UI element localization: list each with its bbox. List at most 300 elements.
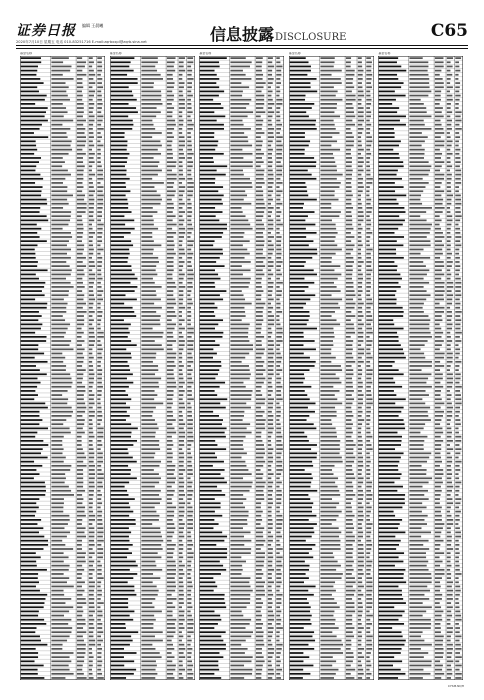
table-cell — [77, 315, 84, 317]
table-cell — [268, 635, 272, 637]
table-cell — [231, 348, 254, 350]
table-cell — [178, 577, 182, 579]
table-cell — [320, 57, 334, 59]
table-cell — [320, 170, 337, 172]
table-cell — [379, 219, 405, 221]
table-cell — [200, 99, 213, 101]
table-cell — [379, 182, 395, 184]
table-cell — [358, 394, 364, 396]
table-cell — [256, 598, 261, 600]
table-cell — [447, 403, 452, 405]
table-cell — [456, 432, 460, 434]
table-cell — [89, 432, 93, 434]
table-cell — [231, 452, 247, 454]
table-cell — [21, 594, 47, 596]
table-cell — [77, 61, 86, 63]
table-cell — [256, 652, 262, 654]
table-cell — [379, 253, 396, 255]
table-cell — [346, 95, 356, 97]
table-cell — [77, 606, 83, 608]
table-cell — [178, 590, 183, 592]
table-cell — [77, 299, 84, 301]
table-cell — [187, 673, 193, 675]
table-cell — [346, 70, 355, 72]
table-cell — [366, 290, 370, 292]
table-cell — [141, 332, 163, 334]
table-cell — [256, 174, 264, 176]
table-cell — [89, 660, 93, 662]
table-cell — [379, 282, 399, 284]
table-cell — [21, 473, 40, 475]
table-cell — [320, 511, 341, 513]
table-cell — [200, 353, 217, 355]
table-cell — [231, 515, 249, 517]
table-cell — [379, 157, 400, 159]
table-cell — [178, 507, 184, 509]
table-cell — [268, 128, 274, 130]
table-cell — [178, 70, 184, 72]
table-cell — [379, 469, 398, 471]
table-cell — [290, 132, 305, 134]
table-cell — [456, 311, 462, 313]
table-cell — [366, 128, 370, 130]
table-cell — [200, 640, 224, 642]
table-cell — [290, 140, 310, 142]
table-cell — [89, 224, 92, 226]
table-cell — [366, 623, 372, 625]
table-cell — [231, 548, 252, 550]
table-cell — [456, 186, 460, 188]
table-cell — [166, 115, 171, 117]
table-cell — [77, 353, 83, 355]
table-cell — [456, 140, 460, 142]
table-cell — [276, 507, 280, 509]
table-cell — [447, 498, 453, 500]
table-cell — [89, 378, 94, 380]
table-cell — [290, 240, 314, 242]
table-cell — [379, 440, 402, 442]
table-cell — [178, 461, 183, 463]
table-cell — [89, 165, 92, 167]
table-cell — [21, 199, 47, 201]
table-cell — [141, 432, 155, 434]
table-cell — [320, 332, 334, 334]
table-cell — [435, 140, 445, 142]
table-cell — [410, 461, 428, 463]
table-cell — [187, 203, 191, 205]
table-cell — [256, 477, 263, 479]
table-cell — [410, 86, 430, 88]
table-cell — [435, 132, 444, 134]
table-cell — [410, 673, 431, 675]
table-cell — [256, 74, 263, 76]
table-cell — [256, 207, 266, 209]
table-cell — [410, 249, 424, 251]
table-cell — [320, 236, 335, 238]
table-cell — [141, 656, 161, 658]
table-cell — [231, 561, 247, 563]
table-cell — [290, 469, 305, 471]
table-cell — [276, 606, 280, 608]
table-cell — [21, 249, 35, 251]
table-cell — [379, 165, 404, 167]
table-cell — [447, 353, 453, 355]
table-cell — [166, 257, 173, 259]
table-cell — [51, 615, 64, 617]
table-cell — [456, 286, 462, 288]
table-cell — [21, 140, 36, 142]
table-cell — [290, 128, 317, 130]
table-cell — [89, 128, 93, 130]
table-cell — [410, 403, 426, 405]
table-cell — [276, 573, 281, 575]
table-cell — [268, 598, 272, 600]
table-cell — [346, 635, 354, 637]
table-cell — [379, 548, 396, 550]
table-cell — [268, 611, 273, 613]
table-cell — [110, 307, 132, 309]
table-cell — [447, 99, 453, 101]
table-cell — [379, 178, 402, 180]
table-cell — [410, 677, 423, 679]
table-cell — [366, 615, 373, 617]
table-cell — [231, 677, 245, 679]
table-cell — [51, 527, 64, 529]
table-cell — [97, 311, 102, 313]
table-cell — [166, 644, 172, 646]
table-cell — [290, 186, 307, 188]
table-cell — [256, 170, 265, 172]
table-cell — [320, 353, 331, 355]
table-cell — [290, 369, 310, 371]
table-cell — [187, 581, 192, 583]
table-cell — [456, 86, 460, 88]
table-cell — [346, 415, 353, 417]
table-cell — [187, 373, 191, 375]
table-cell — [447, 507, 451, 509]
table-cell — [89, 627, 95, 629]
table-cell — [51, 386, 71, 388]
table-cell — [366, 365, 370, 367]
table-cell — [410, 294, 431, 296]
table-cell — [346, 228, 354, 230]
table-cell — [435, 274, 444, 276]
table-cell — [166, 469, 174, 471]
table-cell — [379, 261, 395, 263]
table-cell — [141, 107, 156, 109]
table-cell — [410, 165, 432, 167]
table-cell — [256, 253, 263, 255]
table-cell — [166, 253, 175, 255]
table-cell — [110, 299, 136, 301]
table-cell — [435, 120, 441, 122]
table-cell — [435, 577, 442, 579]
table-cell — [200, 357, 213, 359]
table-cell — [290, 278, 305, 280]
table-cell — [290, 573, 306, 575]
table-cell — [268, 444, 272, 446]
table-cell — [447, 502, 453, 504]
table-cell — [456, 382, 460, 384]
table-cell — [110, 115, 127, 117]
table-cell — [410, 115, 432, 117]
table-cell — [21, 598, 46, 600]
table-cell — [456, 556, 460, 558]
table-cell — [366, 332, 373, 334]
table-cell — [320, 469, 332, 471]
table-cell — [410, 586, 428, 588]
editor-credit: 编辑 王晨曦 — [82, 23, 104, 28]
table-cell — [320, 373, 335, 375]
table-cell — [290, 448, 311, 450]
table-cell — [290, 236, 306, 238]
table-cell — [320, 357, 335, 359]
table-cell — [21, 581, 39, 583]
table-cell — [77, 519, 82, 521]
table-cell — [379, 382, 395, 384]
table-cell — [110, 444, 133, 446]
table-cell — [346, 581, 356, 583]
table-cell — [231, 95, 243, 97]
table-cell — [447, 111, 452, 113]
table-cell — [290, 57, 306, 59]
table-cell — [178, 561, 181, 563]
section-title — [210, 22, 346, 45]
table-cell — [320, 552, 332, 554]
table-cell — [256, 602, 263, 604]
table-cell — [379, 224, 403, 226]
table-cell — [435, 465, 440, 467]
table-cell — [366, 132, 370, 134]
table-cell — [51, 473, 65, 475]
table-cell — [256, 660, 265, 662]
table-cell — [166, 286, 175, 288]
table-cell — [200, 70, 215, 72]
table-cell — [320, 265, 340, 267]
table-cell — [256, 274, 265, 276]
table-cell — [366, 215, 369, 217]
table-cell — [456, 294, 462, 296]
table-cell — [410, 515, 428, 517]
table-cell — [366, 577, 372, 579]
table-cell — [200, 170, 217, 172]
table-cell — [435, 631, 441, 633]
table-cell — [231, 635, 252, 637]
table-cell — [456, 486, 460, 488]
table-cell — [358, 556, 364, 558]
table-cell — [256, 86, 264, 88]
table-cell — [268, 669, 274, 671]
table-cell — [178, 174, 182, 176]
table-cell — [366, 219, 371, 221]
table-cell — [268, 507, 272, 509]
table-cell — [200, 57, 227, 59]
table-cell — [320, 440, 340, 442]
table-cell — [166, 340, 175, 342]
table-cell — [77, 278, 82, 280]
table-cell — [187, 157, 192, 159]
table-cell — [410, 552, 427, 554]
table-cell — [379, 249, 396, 251]
table-cell — [21, 82, 44, 84]
table-cell — [290, 677, 303, 679]
newspaper-logo: 证券日报 — [16, 23, 76, 39]
table-cell — [97, 473, 103, 475]
table-cell — [200, 82, 217, 84]
table-cell — [178, 99, 184, 101]
table-cell — [447, 611, 451, 613]
table-cell — [141, 340, 154, 342]
table-cell — [200, 161, 214, 163]
table-cell — [178, 257, 181, 259]
table-cell — [410, 594, 425, 596]
table-cell — [456, 361, 462, 363]
table-cell — [166, 269, 173, 271]
table-cell — [97, 361, 101, 363]
table-cell — [346, 128, 351, 130]
table-cell — [200, 452, 215, 454]
table-cell — [166, 527, 175, 529]
table-cell — [379, 390, 394, 392]
table-cell — [141, 390, 154, 392]
table-cell — [166, 290, 172, 292]
table-cell — [276, 677, 281, 679]
table-cell — [187, 236, 190, 238]
table-cell — [346, 78, 353, 80]
table-cell — [141, 502, 160, 504]
table-cell — [21, 303, 47, 305]
table-cell — [77, 477, 83, 479]
table-cell — [320, 590, 336, 592]
table-cell — [456, 523, 459, 525]
table-cell — [89, 598, 94, 600]
table-cell — [77, 228, 84, 230]
table-cell — [21, 307, 47, 309]
table-cell — [21, 165, 36, 167]
table-cell — [21, 103, 35, 105]
table-cell — [435, 531, 441, 533]
table-cell — [456, 236, 462, 238]
table-cell — [358, 328, 362, 330]
table-cell — [166, 423, 171, 425]
table-cell — [410, 390, 426, 392]
table-cell — [231, 394, 252, 396]
table-cell — [21, 286, 44, 288]
table-cell — [268, 319, 275, 321]
table-cell — [256, 452, 265, 454]
table-cell — [268, 644, 273, 646]
table-cell — [231, 344, 254, 346]
table-cell — [435, 544, 440, 546]
table-cell — [187, 136, 191, 138]
table-cell — [447, 311, 452, 313]
table-cell — [435, 70, 442, 72]
table-cell — [456, 257, 461, 259]
table-cell — [141, 519, 159, 521]
table-cell — [178, 452, 183, 454]
table-cell — [51, 577, 69, 579]
table-cell — [110, 120, 132, 122]
table-cell — [366, 403, 372, 405]
table-cell — [97, 319, 101, 321]
table-cell — [268, 586, 272, 588]
table-cell — [276, 482, 282, 484]
table-cell — [200, 482, 227, 484]
table-cell — [200, 178, 216, 180]
table-cell — [110, 240, 130, 242]
table-cell — [346, 444, 356, 446]
table-cell — [290, 598, 307, 600]
table-cell — [447, 660, 454, 662]
table-cell — [166, 544, 175, 546]
table-cell — [320, 149, 340, 151]
table-cell — [268, 207, 274, 209]
table-cell — [320, 635, 336, 637]
table-cell — [410, 78, 430, 80]
table-cell — [231, 269, 251, 271]
table-cell — [200, 336, 223, 338]
table-cell — [276, 315, 279, 317]
table-cell — [358, 573, 364, 575]
table-cell — [379, 353, 404, 355]
table-cell — [110, 527, 128, 529]
table-cell — [21, 556, 41, 558]
table-cell — [320, 99, 342, 101]
table-cell — [320, 486, 337, 488]
table-cell — [166, 186, 172, 188]
table-cell — [110, 323, 130, 325]
table-cell — [77, 373, 83, 375]
table-cell — [435, 398, 442, 400]
table-cell — [268, 423, 273, 425]
table-cell — [110, 548, 128, 550]
table-cell — [141, 673, 157, 675]
table-cell — [290, 303, 306, 305]
table-cell — [366, 677, 370, 679]
table-cell — [346, 174, 352, 176]
table-cell — [97, 323, 100, 325]
table-cell — [268, 419, 273, 421]
table-cell — [268, 340, 274, 342]
table-cell — [456, 536, 462, 538]
table-cell — [77, 469, 83, 471]
table-cell — [456, 61, 460, 63]
table-cell — [320, 124, 334, 126]
table-cell — [89, 623, 94, 625]
table-cell — [77, 195, 85, 197]
table-cell — [256, 627, 262, 629]
table-cell — [320, 336, 334, 338]
table-cell — [256, 311, 263, 313]
table-cell — [358, 311, 362, 313]
table-cell — [97, 519, 102, 521]
table-cell — [231, 170, 244, 172]
table-cell — [21, 465, 43, 467]
table-cell — [200, 378, 216, 380]
table-cell — [379, 565, 395, 567]
table-cell — [21, 602, 45, 604]
table-cell — [410, 182, 429, 184]
table-cell — [379, 552, 404, 554]
table-cell — [276, 348, 279, 350]
table-cell — [89, 257, 92, 259]
table-cell — [141, 269, 155, 271]
table-cell — [366, 186, 370, 188]
table-cell — [77, 602, 86, 604]
table-cell — [256, 673, 262, 675]
table-cell — [358, 274, 363, 276]
table-cell — [456, 165, 461, 167]
